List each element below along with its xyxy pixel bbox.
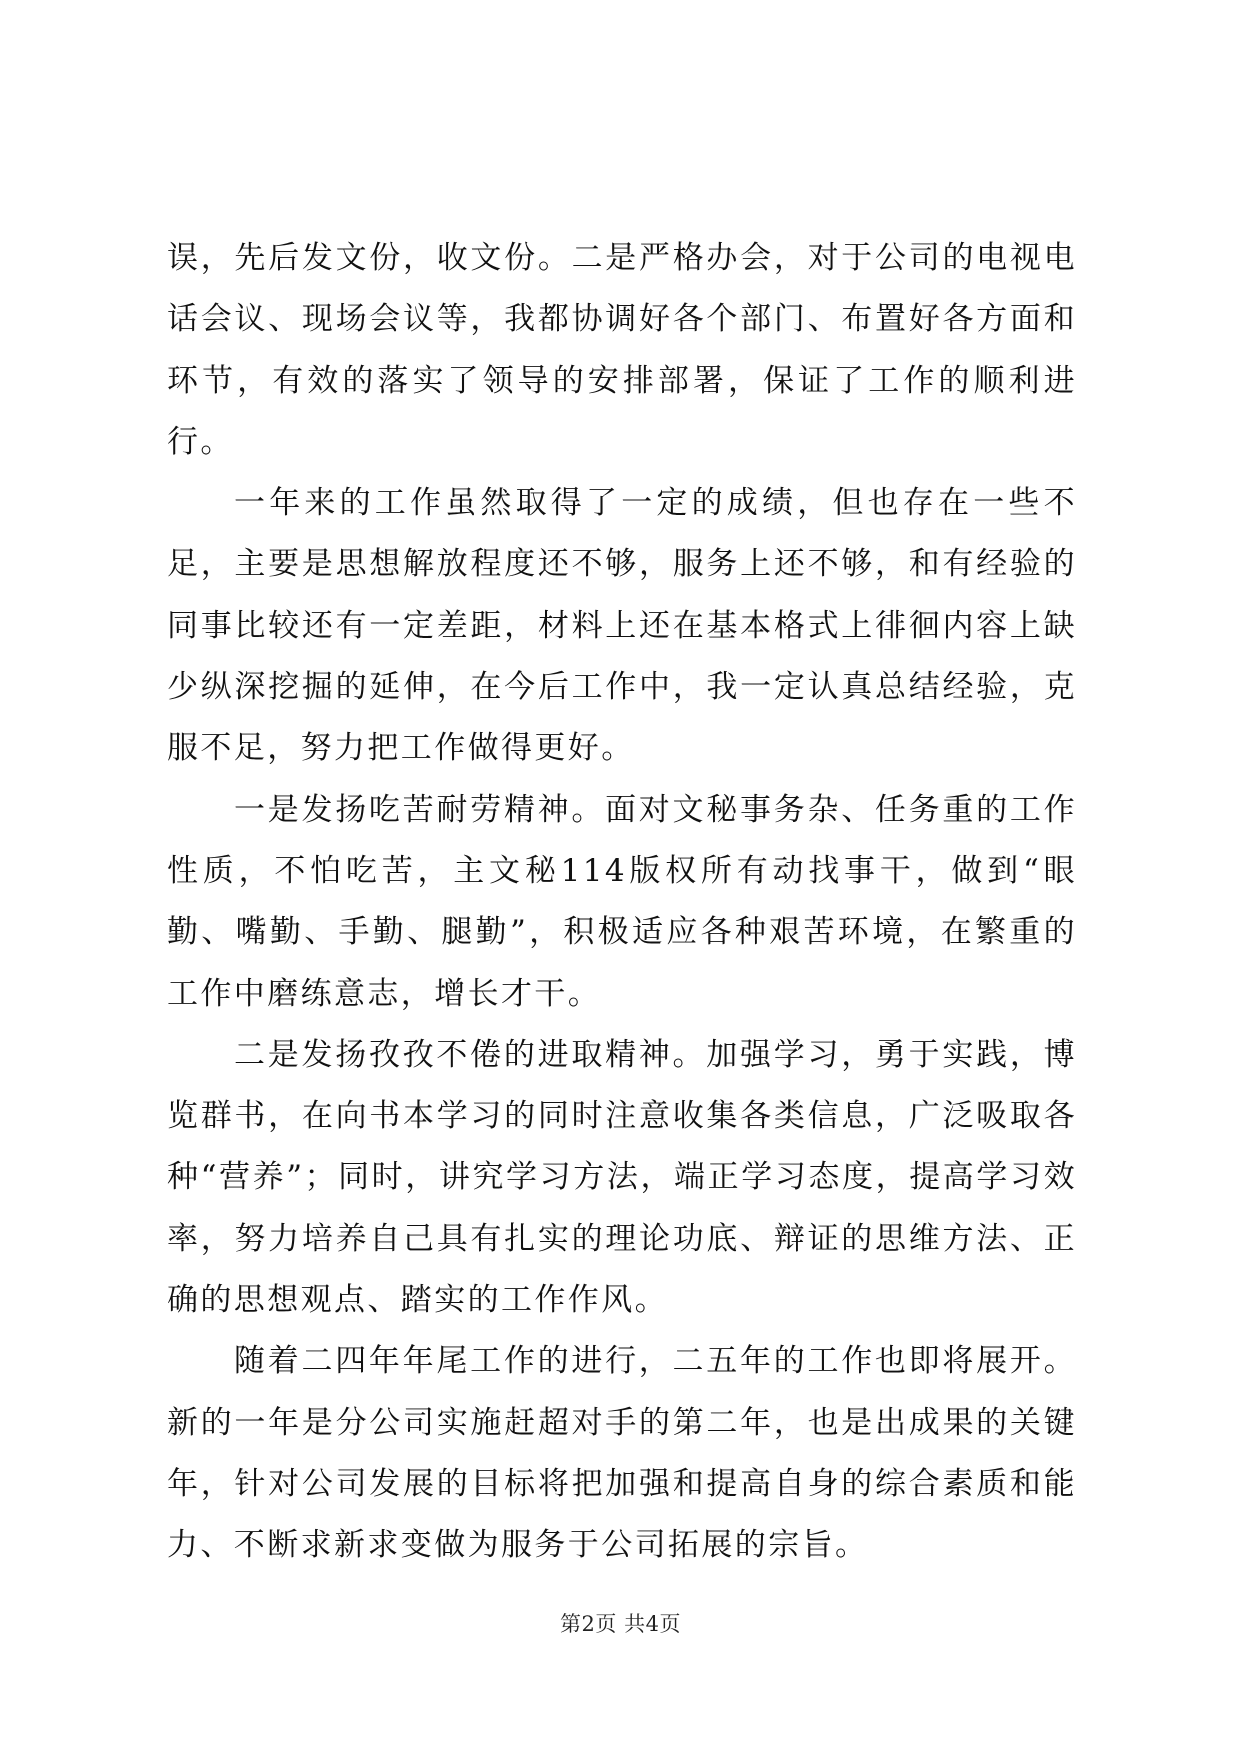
paragraph-enterprising-spirit: 二是发扬孜孜不倦的进取精神。加强学习，勇于实践，博览群书，在向书本学习的同时注意收集各类信息，广泛吸取各种“营养”；同时，讲究学习方法，端正学习态度，提高学习效率，努力培养自己具有扎实的理论功底、辩证的思维方法、正确的思想观点、踏实的工作作风。 xyxy=(167,1036,1077,1319)
body-text xyxy=(167,228,1077,1577)
page-footer: 第2页 共4页 xyxy=(560,1612,681,1636)
paragraph-continuation: 误，先后发文份，收文份。二是严格办会，对于公司的电视电话会议、现场会议等，我都协调好各个部门、布置好各方面和环节，有效的落实了领导的安排部署，保证了工作的顺利进行。 xyxy=(167,240,1077,460)
paragraph-hardworking-spirit: 一是发扬吃苦耐劳精神。面对文秘事务杂、任务重的工作性质，不怕吃苦，主文秘114版权所有动找事干，做到“眼勤、嘴勤、手勤、腿勤”，积极适应各种艰苦环境，在繁重的工作中磨练意志，增长才干。 xyxy=(167,791,1077,1012)
paragraph-shortcomings: 一年来的工作虽然取得了一定的成绩，但也存在一些不足，主要是思想解放程度还不够，服务上还不够，和有经验的同事比较还有一定差距，材料上还在基本格式上徘徊内容上缺少纵深挖掘的延伸，在今后工作中，我一定认真总结经验，克服不足，努力把工作做得更好。 xyxy=(167,485,1077,767)
paragraph-new-year-outlook: 随着二四年年尾工作的进行，二五年的工作也即将展开。新的一年是分公司实施赶超对手的第二年，也是出成果的关键年，针对公司发展的目标将把加强和提高自身的综合素质和能力、不断求新求变做为服务于公司拓展的宗旨。 xyxy=(167,1343,1077,1564)
